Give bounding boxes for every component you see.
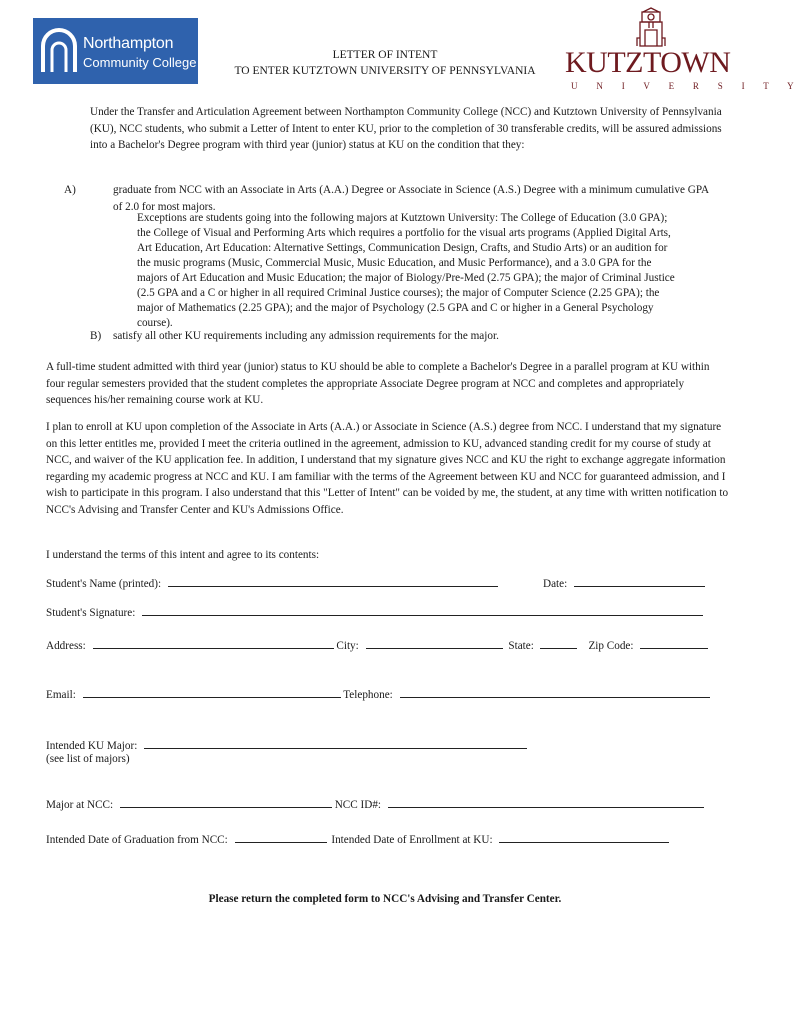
- city-field[interactable]: [366, 637, 503, 649]
- ku-logo-sub: U N I V E R S I T Y: [571, 81, 802, 91]
- signature-row: [46, 604, 703, 619]
- student-name-label: Student's Name (printed):: [46, 578, 162, 590]
- major-ncc-field[interactable]: [120, 796, 332, 808]
- intended-major-label: Intended KU Major:: [46, 740, 138, 752]
- title-line-1: LETTER OF INTENT: [332, 49, 438, 61]
- student-name-field[interactable]: [168, 575, 498, 587]
- student-name-row: [46, 575, 498, 590]
- see-list-note: (see list of majors): [46, 753, 130, 765]
- date-label: Date:: [543, 578, 568, 590]
- enroll-date-field[interactable]: [499, 831, 669, 843]
- ku-logo: [563, 6, 802, 96]
- grad-date-field[interactable]: [235, 831, 327, 843]
- address-field[interactable]: [93, 637, 334, 649]
- ku-tower-icon: [563, 6, 733, 46]
- signature-field[interactable]: [142, 604, 703, 616]
- zip-field[interactable]: [640, 637, 708, 649]
- item-b-text: satisfy all other KU requirements including any admission requirements for the major.: [113, 330, 499, 342]
- title-line-2: TO ENTER KUTZTOWN UNIVERSITY OF PENNSYLVANIA: [234, 65, 536, 77]
- date-field[interactable]: [574, 575, 705, 587]
- enroll-date-label: Intended Date of Enrollment at KU:: [331, 834, 493, 846]
- ncc-arch-icon: [39, 26, 79, 76]
- ncc-logo-name: Northampton: [83, 35, 174, 52]
- agree-statement: I understand the terms of this intent and agree to its contents:: [46, 549, 320, 561]
- ncc-logo-sub: Community College: [83, 55, 197, 70]
- item-b-label: B): [90, 330, 102, 342]
- ku-logo-word: KUTZTOWN: [565, 46, 731, 79]
- item-a-label: A): [64, 184, 76, 196]
- email-row: [46, 686, 710, 701]
- full-time-paragraph: A full-time student admitted with third year (junior) status to KU should be able to complete a Bachelor's Degree in a parallel program at KU within four regular semesters provided that the student completes the appropriate Associate Degree program at NCC and completes and appropriately sequences his/her remaining course work at KU.: [46, 361, 710, 407]
- signature-label: Student's Signature:: [46, 607, 136, 619]
- address-row: [46, 637, 708, 652]
- dates-row: [46, 831, 669, 846]
- item-a-text: graduate from NCC with an Associate in Arts (A.A.) Degree or Associate in Science (A.S.) Degree with a minimum cumulative GPA of 2.0 for most majors.: [113, 184, 709, 213]
- state-field[interactable]: [540, 637, 577, 649]
- email-field[interactable]: [83, 686, 341, 698]
- date-row: [543, 575, 705, 590]
- intro-paragraph: Under the Transfer and Articulation Agreement between Northampton Community College (NCC) and Kutztown University of Pennsylvania (KU), NCC students, who submit a Letter of Intent to enter KU, prior to the completion of 30 transferable credits, will be assured admissions into a Bachelor's Degree program with third year (junior) status at KU on the condition that they:: [90, 106, 722, 152]
- exceptions-text: Exceptions are students going into the following majors at Kutztown University: The College of Education (3.0 GPA); the College of Visual and Performing Arts which requires a portfolio for the visual arts programs (Applied Digital Arts, Art Education, Art Education: Alternative Settings, Communication Design, Crafts, and Studio Arts) or an audition for the music programs (Music, Commercial Music, Music Education, and Music Performance), and a 3.0 GPA for the majors of Art Education and Music Education; the major of Biology/Pre-Med (2.75 GPA); the major of Criminal Justice (2.5 GPA and a C or higher in all required Criminal Justice courses); the major of Computer Science (2.25 GPA); the major of Mathematics (2.25 GPA); and the major of Psychology (2.5 GPA and C or higher in a General Psychology course).: [137, 212, 675, 329]
- address-label: Address:: [46, 640, 86, 652]
- grad-date-label: Intended Date of Graduation from NCC:: [46, 834, 228, 846]
- major-ncc-label: Major at NCC:: [46, 799, 114, 811]
- zip-label: Zip Code:: [588, 640, 634, 652]
- state-label: State:: [508, 640, 534, 652]
- intended-major-row: [46, 737, 527, 752]
- plan-paragraph: I plan to enroll at KU upon completion of the Associate in Arts (A.A.) or Associate in Science (A.S.) degree from NCC. I understand that my signature on this letter entitles me, provided I meet the criteria outlined in the agreement, admission to KU, advanced standing credit for my course of study at NCC, and waiver of the KU application fee. In addition, I understand that my signature gives NCC and KU the right to exchange aggregate information regarding my academic progress at NCC and KU. I am familiar with the terms of the Agreement between KU and NCC for guaranteed admission, and I wish to participate in this program. I also understand that this "Letter of Intent" can be voided by me, the student, at any time with written notification to NCC's Advising and Transfer Center and KU's Admissions Office.: [46, 421, 729, 516]
- ncc-id-label: NCC ID#:: [334, 799, 382, 811]
- ncc-id-field[interactable]: [388, 796, 704, 808]
- intended-major-field[interactable]: [144, 737, 527, 749]
- email-label: Email:: [46, 689, 76, 701]
- telephone-field[interactable]: [400, 686, 710, 698]
- telephone-label: Telephone:: [343, 689, 393, 701]
- return-instructions: Please return the completed form to NCC's Advising and Transfer Center.: [208, 893, 562, 905]
- major-ncc-row: [46, 796, 704, 811]
- ncc-logo: [33, 18, 198, 84]
- city-label: City:: [336, 640, 359, 652]
- letter-title: [200, 47, 570, 79]
